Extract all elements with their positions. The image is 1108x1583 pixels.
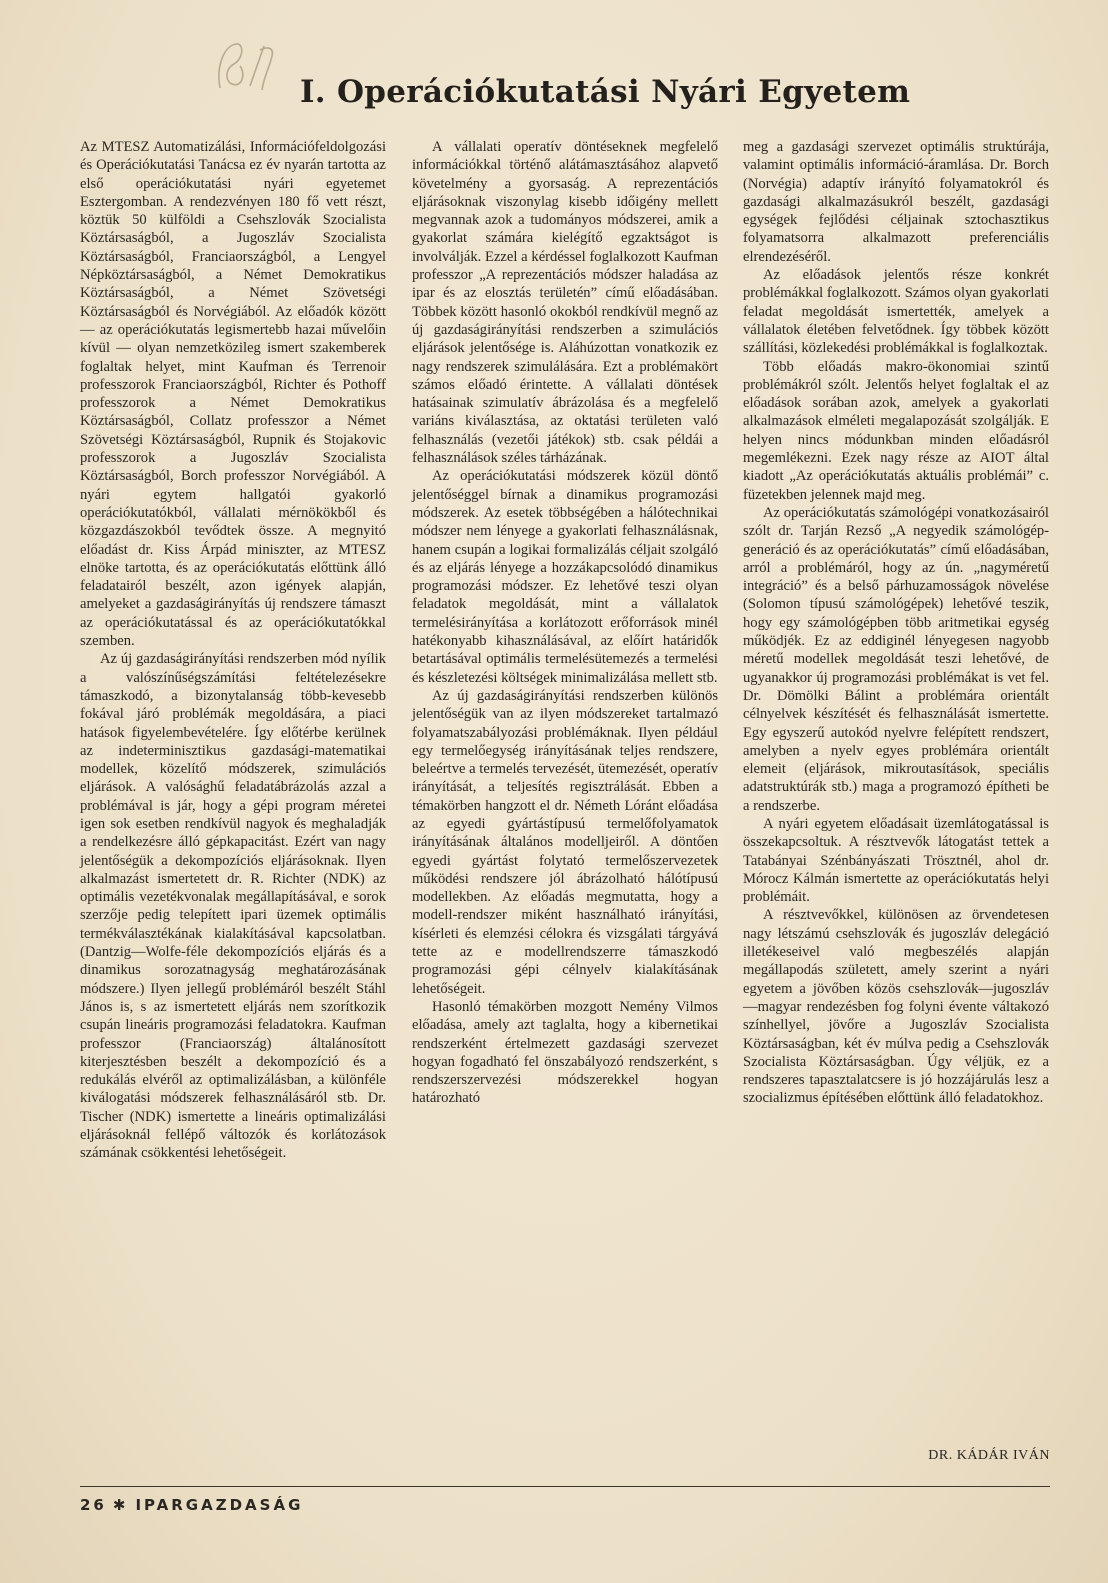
paragraph: Hasonló témakörben mozgott Nemény Vilmos előadása, amely azt taglalta, hogy a kibernetikai rendszerként értelmezett gazdasági szervezet hogyan fogadható fel önszabályozó rendszerként, s rendszerszervezési módszerekkel hogyan határozható	[412, 998, 718, 1107]
page-number: 26	[80, 1496, 107, 1514]
article-column-3	[743, 138, 1049, 1108]
page-footer	[80, 1496, 303, 1514]
footer-divider	[80, 1486, 1050, 1487]
paragraph: A nyári egyetem előadásait üzemlátogatással is összekapcsoltuk. A résztvevők látogatást tettek a Tatabányai Szénbányászati Trösztnél, ahol dr. Mórocz Kálmán ismertette az operációkutatás helyi problémáit.	[743, 815, 1049, 906]
paragraph: Az operációkutatási módszerek közül döntő jelentőséggel bírnak a dinamikus programozási módszerek. Az esetek többségében a hálótechnikai módszer nem lényege a gyakorlati felhasználásnak, hanem csupán a logikai formalizálás céljait szolgáló és az eljárás lényege a hozzákapcsolódó dinamikus programozási módszer. Ez lehetővé teszi olyan feladatok megoldását, mint a vállalatok termelésirányítása a korlátozott erőforrások minél hatékonyabb kihasználásával, az előírt határidők betartásával optimális termelésütemezés a termelési és készletezési költségek minimalizálása mellett stb.	[412, 468, 718, 686]
paragraph: A résztvevőkkel, különösen az örvendetesen nagy létszámú csehszlovák és jugoszláv delegáció illetékeseivel való megbeszélés alapján megállapodás született, amely szerint a nyári egyetem a jövőben közös csehszlovák—jugoszláv—magyar rendezésben fog folyni évente váltakozó színhellyel, jövőre a Jugoszláv Szocialista Köztársaságban, két év múlva pedig a Csehszlovák Szocialista Köztársaságban. Úgy véljük, ez a rendszeres tapasztalatcsere is jó hozzájárulás lesz a szocializmus építésében előttünk álló feladatokhoz.	[743, 907, 1049, 1107]
paragraph: A vállalati operatív döntéseknek megfelelő információkkal történő alátámasztásához alapvető követelmény a gyorsaság. A reprezentációs eljárásoknak viszonylag kisebb időigény mellett megvannak azok a tudományos módszerei, amik a gyakorlat számára kielégítő egzaktságot is involválják. Ezzel a kérdéssel foglalkozott Kaufman professzor „A reprezentációs módszer haladása az ipar és az elosztás területén” című előadásában. Többek között hasonló okokból rendkívül megnő az új gazdaságirányítási rendszerben a szimulációs eljárások jelentősége is. Aláhúzottan vonatkozik ez nagy rendszerek szimulálására. Ezt a problémakört számos előadó érintette. A vállalati döntések hatásainak szimulatív ábrázolása és a megfelelő variáns kiválasztása, az oktatási területen való felhasználás (vezetői játékok) stb. csak példái a felhasználások széles tárházának.	[412, 139, 718, 467]
paragraph: meg a gazdasági szervezet optimális struktúrája, valamint optimális információ-áramlása. Dr. Borch (Norvégia) adaptív irányító folyamatokról és gazdasági alkalmazásukról beszélt, gazdasági egységek fejlődési céljainak sztochasztikus folyamatsorra alkalmazott preferenciális elrendezéséről.	[743, 139, 1049, 265]
article-column-2	[412, 138, 718, 1108]
paragraph: Az MTESZ Automatizálási, Információfeldolgozási és Operációkutatási Tanácsa ez év nyarán tartotta az első operációkutatási nyári egyetemet Esztergomban. A rendezvényen 180 fő vett részt, köztük 50 külföldi a Csehszlovák Szocialista Köztársaságból, a Jugoszláv Szocialista Köztársaságból, Franciaországból, a Lengyel Népköztársaságból, a Német Demokratikus Köztársaságból, a Német Szövetségi Köztársaságból és Norvégiából. Az előadók között — az operációkutatás legismertebb hazai művelőin kívül — olyan nemzetközileg ismert szakemberek foglaltak helyet, mint Kaufman és Terrenoir professzorok Franciaországból, Richter és Pothoff professzorok a Német Demokratikus Köztársaságból, Collatz professzor a Német Szövetségi Köztársaságból, Rupnik és Stojakovic professzorok a Jugoszláv Szocialista Köztársaságból, Borch professzor Norvégiából. A nyári egytem hallgatói gyakorló operációkutatókból, vállalati mérnökökből és közgazdászokból tevődtek össze. A megnyitó előadást dr. Kiss Árpád miniszter, az MTESZ elnöke tartotta, és az operációkutatás előttünk álló feladatairól beszélt, azon igények alapján, amelyeket a gazdaságirányítás új rendszere támaszt az operációkutatással és az operációkutatókkal szemben.	[80, 139, 386, 650]
handwritten-mark	[210, 36, 280, 96]
star-icon: ✱	[112, 1496, 126, 1514]
author-signature: DR. KÁDÁR IVÁN	[928, 1448, 1050, 1463]
paragraph: Több előadás makro-ökonomiai szintű problémákról szólt. Jelentős helyet foglaltak el az előadások sorában azok, amelyek a gyakorlati alkalmazások elméleti megalapozását szolgálják. E helyen nincs módunkban minden előadásról megemlékezni. Ezek nagy része az AIOT által kiadott „Az operációkutatás aktuális problémái” c. füzetekben jelennek majd meg.	[743, 358, 1049, 503]
article-column-1	[80, 138, 386, 1163]
paragraph: Az előadások jelentős része konkrét problémákkal foglalkozott. Számos olyan gyakorlati feladat megoldását ismertették, amelyek a vállalatok életében felvetődnek. Így többek között szállítási, közlekedési problémákkal is foglalkoztak.	[743, 267, 1049, 357]
article-title: I. Operációkutatási Nyári Egyetem	[300, 74, 911, 110]
journal-name: IPARGAZDASÁG	[135, 1496, 304, 1514]
paragraph: Az új gazdaságirányítási rendszerben mód nyílik a valószínűségszámítási feltételezésekre támaszkodó, a bizonytalanság több-kevesebb fokával járó problémák megoldására, a piaci hatások figyelembevételére. Így előtérbe kerülnek az indeterminisztikus gazdasági-matematikai modellek, közelítő módszerek, szimulációs eljárások. A valósághű feladatábrázolás azzal a problémával is jár, hogy a gépi program méretei igen sok esetben rendkívül nagyok és meghaladják a rendelkezésre álló gépkapacitást. Ezért van nagy jelentőségük a dekompozíciós eljárásoknak. Ilyen alkalmazást ismertetett dr. R. Richter (NDK) az optimális vezetékvonalak megállapításával, e sorok szerzője pedig telepített ipari üzemek optimális termékválasztékának kialakításával kapcsolatban. (Dantzig—Wolfe-féle dekompozíciós eljárás és a dinamikus sorozatnagyság meghatározásának módszere.) Ilyen jellegű problémáról beszélt Stáhl János is, s az ismertetett eljárás nem szorítkozik csupán lineáris programozási feladatokra. Kaufman professzor (Franciaország) általánosított kiterjesztésben beszélt a dekompozíció és a redukálás elvéről az optimalizálásban, a különféle kiválogatási módszerek felhasználásáról stb. Dr. Tischer (NDK) ismertette a lineáris optimalizálási eljárásoknál fellépő változók és korlátozások számának csökkentési lehetőségeit.	[80, 651, 386, 1162]
paragraph: Az operációkutatás számológépi vonatkozásairól szólt dr. Tarján Rezső „A negyedik számológép-generáció és az operációkutatás” című előadásában, arról a problémáról, hogy az ún. „nagyméretű integráció” és a belső párhuzamosságok növelése (Solomon típusú számológépek) lehetővé teszik, hogy egy számológépben több aritmetikai egység működjék. Ez az eddiginél lényegesen nagyobb méretű modellek megoldását teszi lehetővé, de ugyanakkor új programozási problémákat is vet fel. Dr. Dömölki Bálint a problémára orientált célnyelvek készítését és felhasználását ismertette. Egy egyszerű autokód nyelvre felépített rendszert, amelyben a nyelv egyes problémára orientált elemeit (eljárások, mikroutasítások, speciális adatstruktúrák stb.) maga a programozó építheti be a rendszerbe.	[743, 504, 1049, 814]
paragraph: Az új gazdaságirányítási rendszerben különös jelentőségük van az ilyen módszereket tartalmazó folyamatszabályozási problémáknak. Ilyen például egy termelőegység irányításának teljes rendszere, beleértve a termelés tervezését, ütemezését, operatív irányítását, a teljesítés regisztrálását. Ebben a témakörben hangzott el dr. Németh Lóránt előadása az egyedi gyártástípusú termelőfolyamatok irányításának általános modelljeiről. A döntően egyedi gyártást folytató termelőszervezetek működési rendszere jól ábrázolható hálótípusú modellekben. Az előadás megmutatta, hogy a modell-rendszer miként használható irányítási, kísérleti és elemzési célokra és vizsgálati tárgyává tette az e modellrendszerre támaszkodó programozási gépi célnyelv kialakításának lehetőségeit.	[412, 687, 718, 997]
